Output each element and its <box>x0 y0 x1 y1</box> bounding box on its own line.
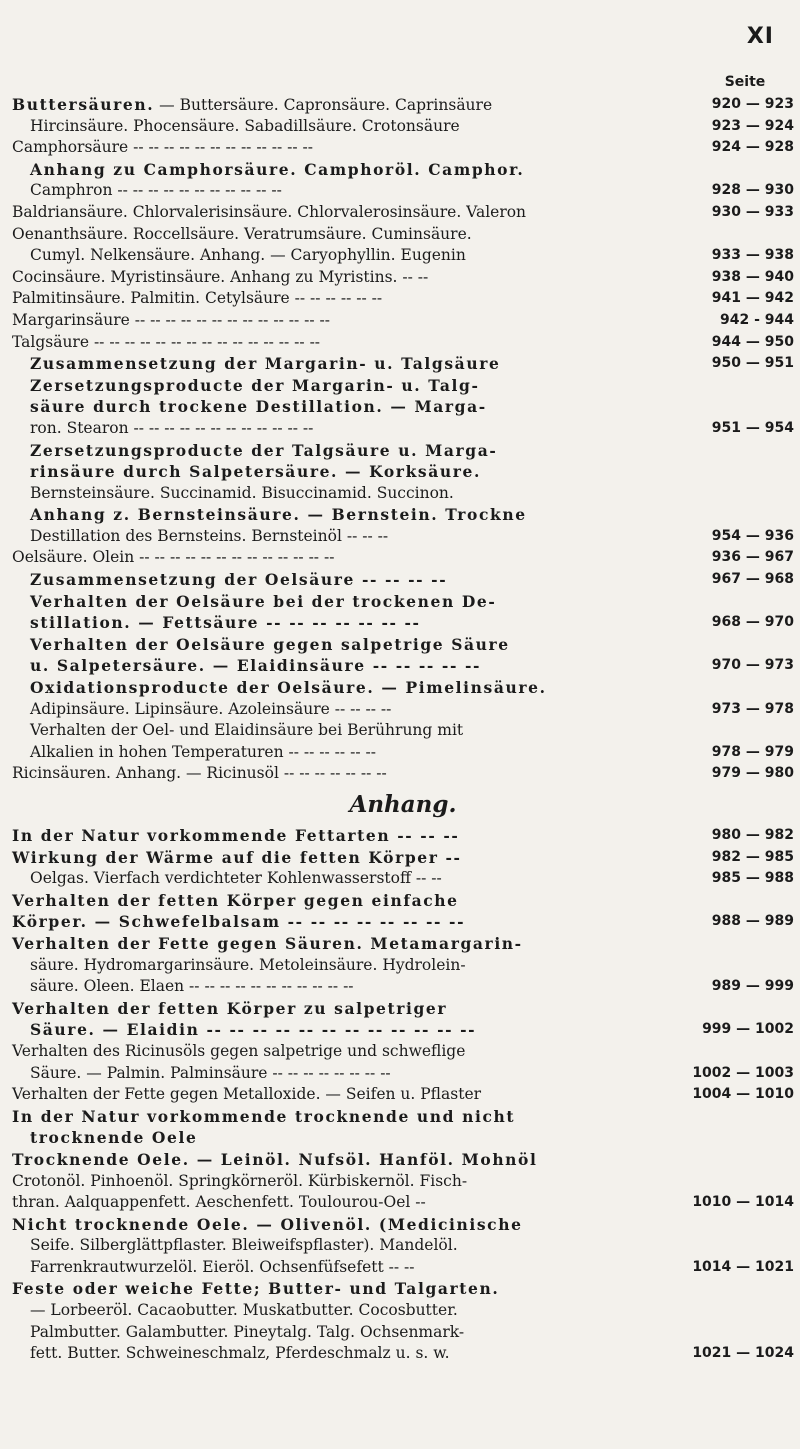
toc-entry <box>12 955 794 977</box>
toc-entry-pages: 924 — 928 <box>711 139 794 156</box>
toc-entry <box>12 1041 794 1063</box>
toc-entry <box>12 1171 794 1193</box>
toc-entry <box>12 547 794 569</box>
toc-entry <box>12 1149 794 1171</box>
toc-entry <box>12 461 794 483</box>
toc-entry <box>12 245 794 267</box>
toc-entry <box>12 591 794 613</box>
toc-entry-text: Säure. — Elaidin -- -- -- -- -- -- -- -- -- -- -- -- <box>30 1020 477 1040</box>
toc-entry-text: Säure. — Palmin. Palminsäure -- -- -- -- -- -- -- -- <box>30 1063 391 1082</box>
toc-entry <box>12 634 794 656</box>
toc-entry-text: Körper. — Schwefelbalsam -- -- -- -- -- -- -- -- <box>12 912 466 932</box>
toc-entry-pages: 933 — 938 <box>711 247 794 264</box>
toc-entry-text: säure. Oleen. Elaen -- -- -- -- -- -- -- -- -- -- -- <box>30 977 354 996</box>
toc-entry-text: — Lorbeeröl. Cacaobutter. Muskatbutter. Cocosbutter. <box>30 1301 458 1320</box>
toc-entry-text: Verhalten der fetten Körper zu salpetriger <box>12 998 448 1018</box>
toc-entry-text: Camphorsäure -- -- -- -- -- -- -- -- -- -- -- -- <box>12 138 314 157</box>
toc-main-list <box>12 94 794 785</box>
toc-entry <box>12 998 794 1020</box>
table-of-contents <box>12 94 794 1365</box>
toc-entry <box>12 483 794 505</box>
toc-entry-text: Talgsäure -- -- -- -- -- -- -- -- -- -- -- -- -- -- -- <box>12 332 321 351</box>
appendix-heading: Anhang. <box>349 791 457 818</box>
toc-entry <box>12 1192 794 1214</box>
toc-entry <box>12 1214 794 1236</box>
toc-entry <box>12 526 794 548</box>
toc-entry <box>12 569 794 591</box>
toc-entry <box>12 1063 794 1085</box>
toc-entry <box>12 868 794 890</box>
toc-entry <box>12 137 794 159</box>
toc-entry-text: Oelgas. Vierfach verdichteter Kohlenwasserstoff -- -- <box>30 869 442 888</box>
toc-entry <box>12 655 794 677</box>
toc-entry <box>12 1322 794 1344</box>
toc-entry-text: säure. Hydromargarinsäure. Metoleinsäure. Hydrolein- <box>30 955 466 974</box>
toc-entry-text: Bernsteinsäure. Succinamid. Bisuccinamid. Succinon. <box>30 483 454 502</box>
toc-entry-pages: 982 — 985 <box>711 848 794 865</box>
toc-entry <box>12 224 794 246</box>
toc-entry-pages: 944 — 950 <box>711 333 794 350</box>
toc-entry <box>12 159 794 181</box>
toc-entry-text: Cumyl. Nelkensäure. Anhang. — Caryophyllin. Eugenin <box>30 246 466 265</box>
toc-entry <box>12 288 794 310</box>
toc-entry <box>12 1300 794 1322</box>
toc-entry-text: Anhang zu Camphorsäure. Camphoröl. Camphor. <box>30 159 525 179</box>
toc-entry-pages: 954 — 936 <box>711 527 794 544</box>
toc-entry-text: Palmitinsäure. Palmitin. Cetylsäure -- -- -- -- -- -- <box>12 289 383 308</box>
toc-entry-text: Crotonöl. Pinhoenöl. Springkörneröl. Kürbiskernöl. Fisch- <box>12 1171 468 1190</box>
toc-entry <box>12 1235 794 1257</box>
toc-entry-pages: 980 — 982 <box>711 827 794 843</box>
toc-entry-text: Verhalten der Oelsäure bei der trockenen De- <box>30 591 497 611</box>
toc-entry-text: Zersetzungsproducte der Margarin- u. Talg- <box>30 375 480 395</box>
toc-entry <box>12 353 794 375</box>
toc-entry-text: Cocinsäure. Myristinsäure. Anhang zu Myristins. -- -- <box>12 267 429 286</box>
toc-entry <box>12 504 794 526</box>
toc-entry-pages: 967 — 968 <box>711 571 794 588</box>
toc-entry-pages: 938 — 940 <box>711 268 794 285</box>
toc-entry-text: Ricinsäuren. Anhang. — Ricinusöl -- -- -- -- -- -- -- <box>12 764 387 783</box>
toc-entry-text: Baldriansäure. Chlorvalerisinsäure. Chlorvalerosinsäure. Valeron <box>12 202 527 221</box>
toc-entry-text: Verhalten der Oelsäure gegen salpetrige Säure <box>30 634 510 654</box>
toc-entry-pages: 950 — 951 <box>711 355 794 372</box>
toc-entry-pages: 985 — 988 <box>711 870 794 887</box>
toc-entry <box>12 94 794 116</box>
toc-entry-pages: 1010 — 1014 <box>692 1194 794 1211</box>
toc-entry-text: Feste oder weiche Fette; Butter- und Talgarten. <box>12 1279 500 1299</box>
toc-entry-text: Nicht trocknende Oele. — Olivenöl. (Medicinische <box>12 1214 523 1234</box>
toc-entry-text: Verhalten des Ricinusöls gegen salpetrige und schweflige <box>12 1041 466 1060</box>
toc-entry <box>12 677 794 699</box>
toc-appendix-list <box>12 825 794 1365</box>
toc-entry-text: Zusammensetzung der Oelsäure -- -- -- -- <box>30 570 448 590</box>
toc-entry-pages: 951 — 954 <box>711 419 794 436</box>
toc-entry-pages: 988 — 989 <box>711 913 794 930</box>
toc-entry <box>12 1019 794 1041</box>
toc-entry-text: Seife. Silberglättpflaster. Bleiweifspflaster). Mandelöl. <box>30 1236 458 1255</box>
toc-entry-text: Verhalten der Oel- und Elaidinsäure bei Berührung mit <box>30 721 464 740</box>
toc-entry-pages: 973 — 978 <box>711 700 794 717</box>
toc-entry-text: In der Natur vorkommende Fettarten -- -- -- <box>12 826 460 845</box>
toc-entry <box>12 418 794 440</box>
toc-entry-pages: 1002 — 1003 <box>692 1064 794 1081</box>
toc-entry-text: trocknende Oele <box>30 1128 198 1148</box>
toc-entry-pages: 978 — 979 <box>711 743 794 760</box>
toc-entry-text: Anhang z. Bernsteinsäure. — Bernstein. Trockne <box>30 505 527 525</box>
toc-entry-pages: 1021 — 1024 <box>692 1345 794 1362</box>
toc-entry <box>12 116 794 138</box>
page-column-header: Seite <box>724 74 766 90</box>
toc-entry <box>12 332 794 354</box>
toc-entry-pages: 1004 — 1010 <box>692 1086 794 1103</box>
toc-entry-pages: 979 — 980 <box>711 765 794 782</box>
toc-entry <box>12 1278 794 1300</box>
toc-entry <box>12 612 794 634</box>
toc-entry-pages: 942 - 944 <box>719 311 794 328</box>
toc-entry <box>12 267 794 289</box>
toc-entry <box>12 933 794 955</box>
toc-entry-text: Wirkung der Wärme auf die fetten Körper -- <box>12 847 462 867</box>
toc-entry-text: Zersetzungsproducte der Talgsäure u. Marga- <box>30 440 498 460</box>
toc-entry-text: Margarinsäure -- -- -- -- -- -- -- -- -- -- -- -- -- <box>12 310 331 329</box>
toc-entry-text: thran. Aalquappenfett. Aeschenfett. Toulourou-Oel -- <box>12 1193 426 1212</box>
toc-entry-text: stillation. — Fettsäure -- -- -- -- -- -- -- <box>30 613 421 633</box>
toc-entry-text: Oelsäure. Olein -- -- -- -- -- -- -- -- -- -- -- -- -- <box>12 548 335 567</box>
toc-entry <box>12 720 794 742</box>
toc-entry-text: Verhalten der Fette gegen Metalloxide. — Seifen u. Pflaster <box>12 1085 482 1104</box>
toc-entry <box>12 375 794 397</box>
toc-entry-text: Palmbutter. Galambutter. Pineytalg. Talg. Ochsenmark- <box>30 1322 465 1341</box>
toc-entry <box>12 396 794 418</box>
toc-entry-pages: 941 — 942 <box>711 290 794 307</box>
toc-entry-text: Adipinsäure. Lipinsäure. Azoleinsäure -- -- -- -- <box>30 699 392 718</box>
toc-entry-text: Camphron -- -- -- -- -- -- -- -- -- -- -- <box>30 181 282 200</box>
toc-entry-text: fett. Butter. Schweineschmalz, Pferdeschmalz u. s. w. <box>30 1344 450 1363</box>
toc-entry <box>12 310 794 332</box>
toc-entry <box>12 1127 794 1149</box>
toc-entry <box>12 202 794 224</box>
toc-entry-pages: 970 — 973 <box>711 657 794 674</box>
toc-entry-text: In der Natur vorkommende trocknende und nicht <box>12 1106 516 1126</box>
toc-entry <box>12 699 794 721</box>
toc-entry-text: Zusammensetzung der Margarin- u. Talgsäure <box>30 354 501 374</box>
toc-entry <box>12 180 794 202</box>
toc-entry <box>12 1257 794 1279</box>
toc-entry-text: Farrenkrautwurzelöl. Eieröl. Ochsenfüfsefett -- -- <box>30 1257 415 1276</box>
toc-entry <box>12 976 794 998</box>
toc-entry-pages: 1014 — 1021 <box>692 1258 794 1275</box>
toc-entry-text: säure durch trockene Destillation. — Marga- <box>30 397 487 417</box>
toc-entry-text: Hircinsäure. Phocensäure. Sabadillsäure. Crotonsäure <box>30 116 460 135</box>
toc-entry <box>12 911 794 933</box>
toc-entry-pages: 936 — 967 <box>711 549 794 566</box>
toc-entry <box>12 742 794 764</box>
toc-entry <box>12 847 794 869</box>
toc-entry-text: ron. Stearon -- -- -- -- -- -- -- -- -- -- -- -- <box>30 418 314 437</box>
toc-entry-pages: 920 — 923 <box>711 96 794 112</box>
toc-entry <box>12 440 794 462</box>
toc-entry-pages: 928 — 930 <box>711 182 794 199</box>
toc-entry <box>12 1343 794 1365</box>
toc-entry-pages: 989 — 999 <box>711 978 794 995</box>
toc-entry <box>12 1106 794 1128</box>
toc-entry-text: Buttersäuren. — Buttersäure. Capronsäure. Caprinsäure <box>12 95 493 114</box>
toc-entry-text: Alkalien in hohen Temperaturen -- -- -- -- -- -- <box>30 742 376 761</box>
toc-entry-text: rinsäure durch Salpetersäure. — Korksäure. <box>30 462 481 482</box>
toc-entry <box>12 1084 794 1106</box>
toc-entry-pages: 923 — 924 <box>711 117 794 134</box>
toc-entry-text: Oenanthsäure. Roccellsäure. Veratrumsäure. Cuminsäure. <box>12 224 472 243</box>
toc-entry-pages: 930 — 933 <box>711 203 794 220</box>
toc-entry-text: Trocknende Oele. — Leinöl. Nufsöl. Hanföl. Mohnöl <box>12 1149 538 1169</box>
toc-entry-text: Verhalten der Fette gegen Säuren. Metamargarin- <box>12 933 523 953</box>
toc-entry <box>12 890 794 912</box>
toc-entry-text: Destillation des Bernsteins. Bernsteinöl -- -- -- <box>30 526 389 545</box>
toc-entry-pages: 968 — 970 <box>711 614 794 631</box>
toc-entry-text: u. Salpetersäure. — Elaidinsäure -- -- -- -- -- <box>30 656 482 676</box>
toc-entry <box>12 825 794 847</box>
toc-entry-text: Verhalten der fetten Körper gegen einfache <box>12 890 459 910</box>
page-number: XI <box>746 24 774 49</box>
toc-entry-pages: 999 — 1002 <box>702 1021 794 1038</box>
toc-entry <box>12 763 794 785</box>
toc-entry-text: Oxidationsproducte der Oelsäure. — Pimelinsäure. <box>30 678 547 698</box>
